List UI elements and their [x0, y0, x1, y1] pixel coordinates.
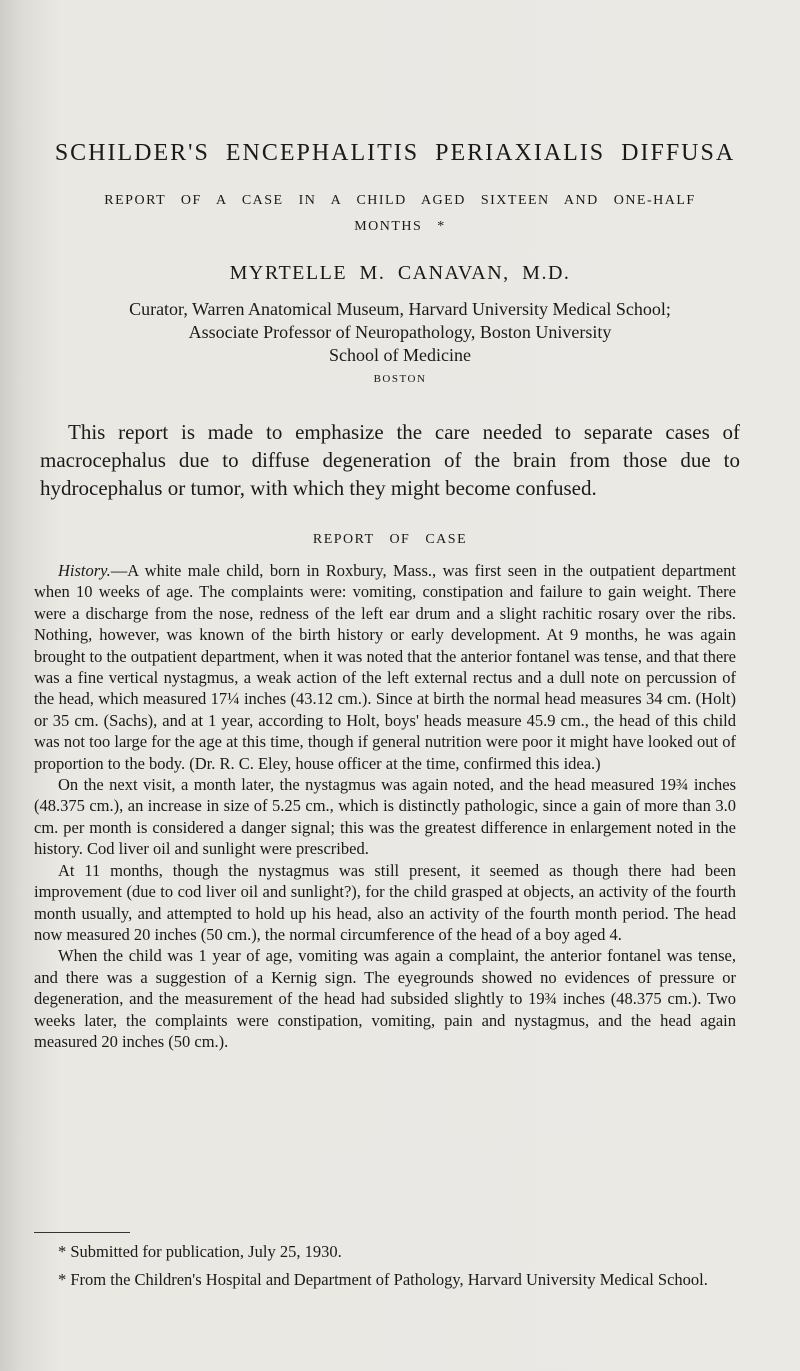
paragraph-1-text: —A white male child, born in Roxbury, Mass., was first seen in the outpatient department when 10 weeks of age. The complaints were: vomiting, constipation and failure to gain weight. There were a discharge from the nose, redness of the left ear drum and a slight rachitic rosary over the ribs. Nothing, however, was known of the birth history or early development. At 9 months, he was again brought to the outpatient department, when it was noted that the anterior fontanel was tense, and that there was a fine vertical nystagmus, a weak action of the left external rectus and a dull note on percussion of the head, which measured 17¼ inches (43.12 cm.). Since at birth the normal head measures 34 cm. (Holt) or 35 cm. (Sachs), and at 1 year, according to Holt, boys' heads measure 45.9 cm., the head of this child was not too large for the age at this time, though if general nutrition were poor it might have looked out of proportion to the body. (Dr. R. C. Eley, house officer at the time, confirmed this idea.): [34, 561, 736, 773]
footnotes: [34, 1241, 736, 1297]
affiliation-line-2: Associate Professor of Neuropathology, Boston University: [188, 322, 612, 342]
article-subtitle: REPORT OF A CASE IN A CHILD AGED SIXTEEN AND ONE-HALF MONTHS *: [104, 193, 696, 234]
footnote-1: * Submitted for publication, July 25, 1930.: [58, 1242, 342, 1261]
body-paragraph: On the next visit, a month later, the nystagmus was again noted, and the head measured 19¾ inches (48.375 cm.), an increase in size of 5.25 cm., which is distinctly pathologic, since a gain of more than 3.0 cm. per month is considered a danger signal; this was the greatest difference in enlargement noted in the history. Cod liver oil and sunlight were prescribed.: [34, 775, 736, 859]
body-paragraph: When the child was 1 year of age, vomiting was again a complaint, the anterior fontanel was tense, and there was a suggestion of a Kernig sign. The eyegrounds showed no evidences of pressure or degeneration, and the measurement of the head had subsided slightly to 19¾ inches (48.375 cm.). Two weeks later, the complaints were constipation, vomiting, pain and nystagmus, and the head again measured 20 inches (50 cm.).: [34, 946, 736, 1051]
author-affiliation: [40, 298, 760, 367]
body-paragraph: At 11 months, though the nystagmus was still present, it seemed as though there had been improvement (due to cod liver oil and sunlight?), for the child grasped at objects, an activity of the fourth month usually, and attempted to hold up his head, also an activity of the fourth month period. The head now measured 20 inches (50 cm.), the normal circumference of the head of a boy aged 4.: [34, 860, 736, 944]
body-paragraph: [34, 560, 736, 774]
article-body: [34, 560, 736, 1052]
abstract-text: This report is made to emphasize the care needed to separate cases of macrocephalus due to diffuse degeneration of the brain from those due to hydrocephalus or tumor, with which they might become confused.: [40, 420, 740, 500]
footnote-2: * From the Children's Hospital and Department of Pathology, Harvard University Medical School.: [58, 1270, 708, 1289]
affiliation-line-3: School of Medicine: [329, 345, 471, 365]
affiliation-line-1: Curator, Warren Anatomical Museum, Harvard University Medical School;: [129, 299, 671, 319]
author-city: BOSTON: [373, 373, 427, 385]
article-title: SCHILDER'S ENCEPHALITIS PERIAXIALIS DIFFUSA: [54, 140, 736, 166]
author-name: MYRTELLE M. CANAVAN, M.D.: [229, 262, 571, 284]
section-heading: REPORT OF CASE: [312, 532, 468, 547]
footnote-divider: [34, 1232, 130, 1233]
history-label: History.: [58, 561, 111, 580]
